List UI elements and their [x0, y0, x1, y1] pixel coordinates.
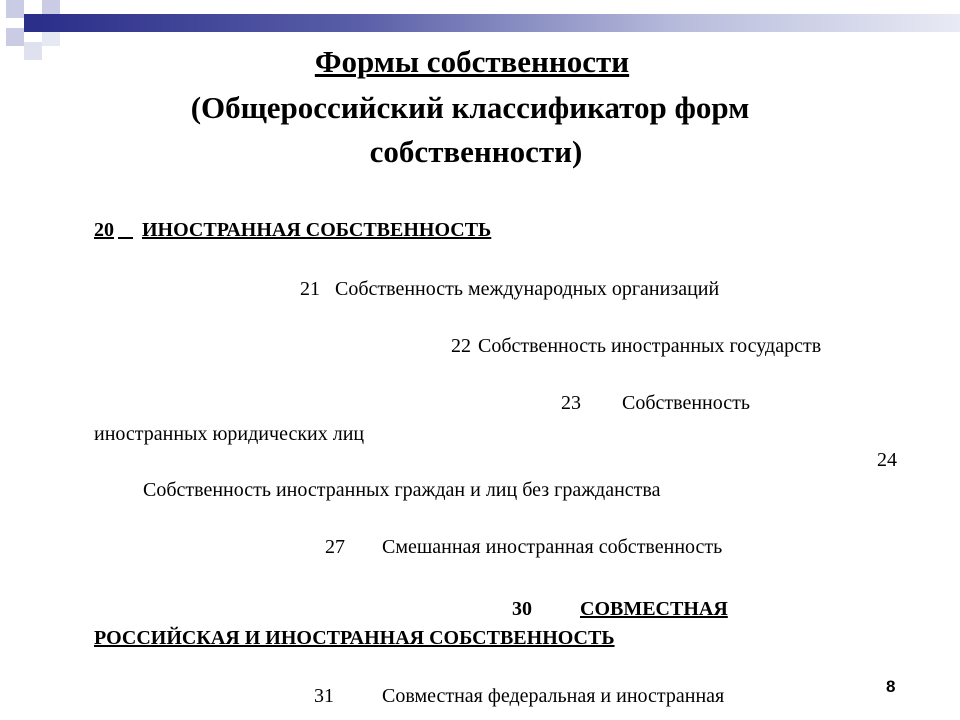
item-24-code: 24 — [877, 449, 897, 471]
slide-title: Формы собственности — [314, 44, 630, 79]
item-31-code: 31 — [314, 685, 334, 707]
section-30-label-part2: РОССИЙСКАЯ И ИНОСТРАННАЯ СОБСТВЕННОСТЬ — [94, 627, 615, 649]
item-22-code: 22 — [451, 335, 471, 357]
section-20-code: 20 — [94, 219, 114, 241]
item-23-text-part2: иностранных юридических лиц — [94, 423, 365, 445]
item-24-text: Собственность иностранных граждан и лиц без гражданства — [143, 479, 661, 501]
slide-number: 8 — [886, 677, 896, 696]
section-20-label: ИНОСТРАННАЯ СОБСТВЕННОСТЬ — [142, 219, 492, 241]
section-30-label-part1: СОВМЕСТНАЯ — [580, 598, 728, 620]
section-30-code: 30 — [512, 598, 532, 620]
item-31-text: Совместная федеральная и иностранная — [382, 685, 725, 707]
item-23-text-part1: Собственность — [622, 392, 750, 414]
header-gradient-bar — [40, 14, 960, 32]
item-21-code: 21 — [300, 278, 320, 300]
item-27-text: Смешанная иностранная собственность — [382, 536, 723, 558]
section-20-spacer — [118, 218, 138, 242]
item-27-code: 27 — [325, 536, 345, 558]
slide-subtitle-line2: собственности) — [369, 134, 583, 169]
slide-subtitle-line1: (Общероссийский классификатор форм — [190, 90, 750, 125]
item-21-text: Собственность международных организаций — [335, 278, 720, 300]
item-22-text: Собственность иностранных государств — [478, 335, 822, 357]
decorative-square — [6, 0, 24, 18]
item-23-code: 23 — [561, 392, 581, 414]
